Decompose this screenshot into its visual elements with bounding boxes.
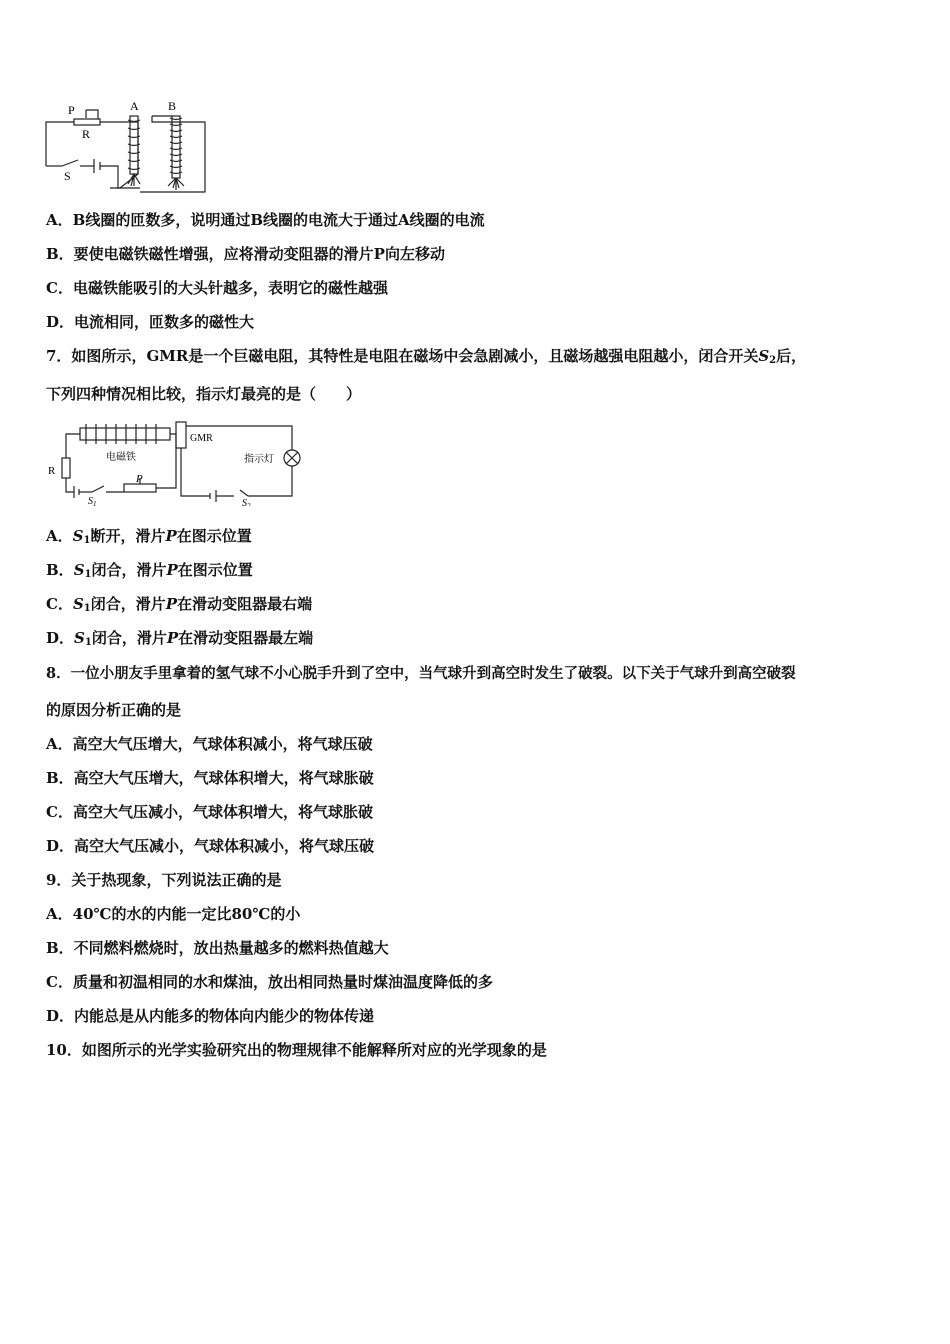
q7-option-d: D．$S_1$闭合，滑片P在滑动变阻器最左端 — [46, 629, 314, 648]
label-p: P — [68, 103, 75, 117]
figure-electromagnet-circuit — [40, 96, 210, 196]
q8-option-c: C．高空大气压减小，气球体积增大，将气球胀破 — [46, 803, 373, 821]
q8-option-d: D．高空大气压减小，气球体积减小，将气球压破 — [46, 837, 375, 855]
label-s2: $S_2$ — [242, 498, 251, 506]
label-r: R — [48, 465, 56, 477]
q6-option-b: B．要使电磁铁磁性增强，应将滑动变阻器的滑片P向左移动 — [46, 245, 445, 263]
q8-stem-line2: 的原因分析正确的是 — [46, 701, 182, 719]
label-s1: $S_1$ — [88, 496, 97, 506]
label-a: A — [130, 99, 139, 113]
q9-stem: 9．关于热现象，下列说法正确的是 — [46, 871, 282, 889]
q8-option-a: A．高空大气压增大，气球体积减小，将气球压破 — [46, 735, 373, 753]
q8-stem-line1: 8．一位小朋友手里拿着的氢气球不小心脱手升到了空中，当气球升到高空时发生了破裂。以下关于气球升到高空破裂 — [46, 665, 796, 682]
q7-stem-line1: 7．如图所示，GMR是一个巨磁电阻，其特性是电阻在磁场中会急剧减小，且磁场越强电阻越小，闭合开关$S_2$后， — [46, 347, 807, 366]
label-p: P — [136, 473, 143, 485]
q7-option-a: A．$S_1$断开，滑片P在图示位置 — [46, 527, 252, 546]
q7-option-b: B．$S_1$闭合，滑片P在图示位置 — [46, 561, 253, 580]
q6-option-a: A．B线圈的匝数多，说明通过B线圈的电流大于通过A线圈的电流 — [46, 211, 485, 229]
q9-option-d: D．内能总是从内能多的物体向内能少的物体传递 — [46, 1007, 375, 1025]
q6-option-d: D．电流相同，匝数多的磁性大 — [46, 313, 255, 331]
q8-option-b: B．高空大气压增大，气球体积增大，将气球胀破 — [46, 769, 374, 787]
q9-option-b: B．不同燃料燃烧时，放出热量越多的燃料热值越大 — [46, 939, 389, 957]
q10-stem: 10．如图所示的光学实验研究出的物理规律不能解释所对应的光学现象的是 — [46, 1041, 547, 1059]
figure-gmr-circuit — [44, 416, 314, 506]
q7-stem-line2: 下列四种情况相比较，指示灯最亮的是（ ） — [46, 385, 362, 403]
label-electromagnet: 电磁铁 — [106, 452, 136, 463]
label-indicator-lamp: 指示灯 — [244, 454, 274, 465]
q7-option-c: C．$S_1$闭合，滑片P在滑动变阻器最右端 — [46, 595, 313, 614]
label-r: R — [82, 127, 91, 141]
q9-option-c: C．质量和初温相同的水和煤油，放出相同热量时煤油温度降低的多 — [46, 973, 493, 991]
q6-option-c: C．电磁铁能吸引的大头针越多，表明它的磁性越强 — [46, 279, 388, 297]
q9-option-a: A．40℃的水的内能一定比80℃的小 — [46, 905, 301, 923]
label-s: S — [64, 169, 71, 183]
label-b: B — [168, 99, 177, 113]
label-gmr: GMR — [190, 433, 213, 444]
